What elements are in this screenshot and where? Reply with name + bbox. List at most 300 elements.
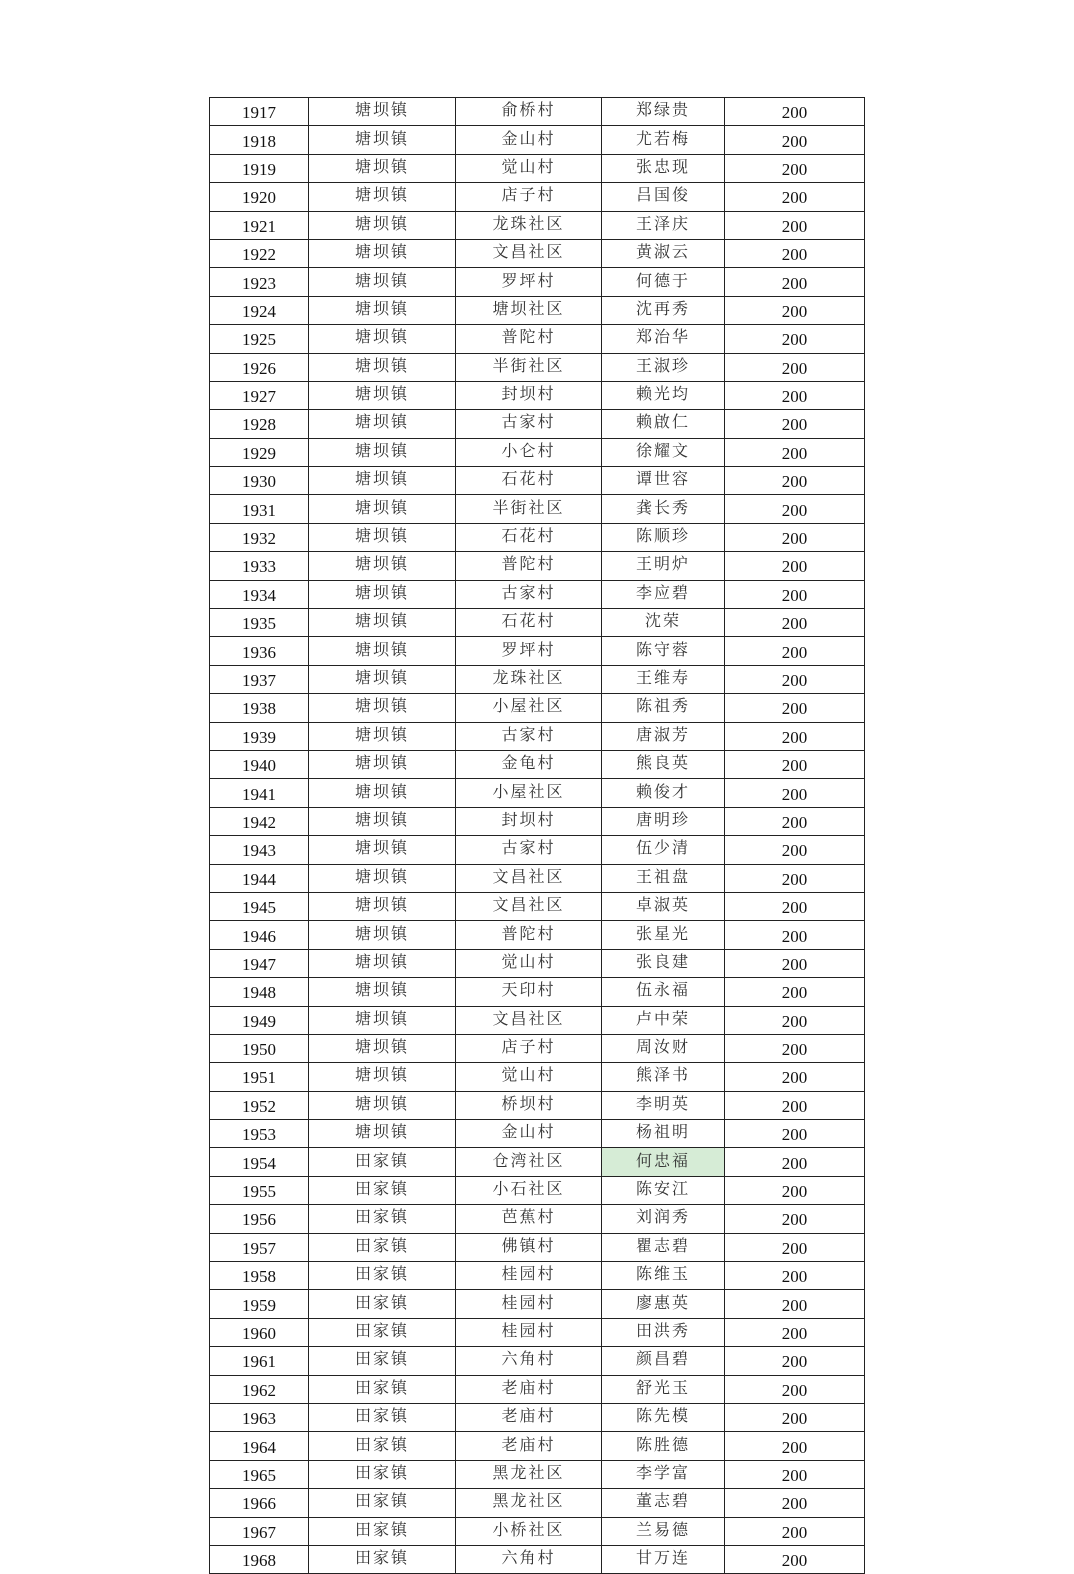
serial-number-cell: 1957: [210, 1233, 309, 1261]
name-cell: 卓淑英: [602, 892, 725, 920]
town-cell: 塘坝镇: [309, 722, 456, 750]
amount-cell: 200: [725, 154, 865, 182]
serial-number-cell: 1947: [210, 949, 309, 977]
serial-number-cell: 1942: [210, 807, 309, 835]
serial-number-cell: 1964: [210, 1432, 309, 1460]
name-cell: 赖俊才: [602, 779, 725, 807]
village-cell: 龙珠社区: [456, 211, 602, 239]
table-row: [210, 523, 865, 551]
name-cell: 李学富: [602, 1460, 725, 1488]
name-cell: 陈守蓉: [602, 637, 725, 665]
town-cell: 塘坝镇: [309, 1120, 456, 1148]
town-cell: 塘坝镇: [309, 552, 456, 580]
table-row: [210, 1290, 865, 1318]
amount-cell: 200: [725, 750, 865, 778]
village-cell: 黑龙社区: [456, 1460, 602, 1488]
village-cell: 桂园村: [456, 1262, 602, 1290]
town-cell: 田家镇: [309, 1517, 456, 1545]
name-cell: 瞿志碧: [602, 1233, 725, 1261]
serial-number-cell: 1918: [210, 126, 309, 154]
village-cell: 罗坪村: [456, 637, 602, 665]
village-cell: 俞桥村: [456, 98, 602, 126]
table-row: [210, 1262, 865, 1290]
name-cell: 李明英: [602, 1091, 725, 1119]
table-row: [210, 949, 865, 977]
village-cell: 古家村: [456, 410, 602, 438]
serial-number-cell: 1940: [210, 750, 309, 778]
village-cell: 文昌社区: [456, 864, 602, 892]
serial-number-cell: 1920: [210, 183, 309, 211]
name-cell: 陈祖秀: [602, 694, 725, 722]
village-cell: 老庙村: [456, 1403, 602, 1431]
serial-number-cell: 1948: [210, 978, 309, 1006]
amount-cell: 200: [725, 183, 865, 211]
amount-cell: 200: [725, 1403, 865, 1431]
table-row: [210, 495, 865, 523]
serial-number-cell: 1934: [210, 580, 309, 608]
village-cell: 觉山村: [456, 949, 602, 977]
amount-cell: 200: [725, 609, 865, 637]
serial-number-cell: 1926: [210, 353, 309, 381]
name-cell: 陈胜德: [602, 1432, 725, 1460]
roster-table-body: [210, 98, 865, 1574]
table-row: [210, 1403, 865, 1431]
name-cell: 陈顺珍: [602, 523, 725, 551]
town-cell: 塘坝镇: [309, 1006, 456, 1034]
amount-cell: 200: [725, 1120, 865, 1148]
village-cell: 金龟村: [456, 750, 602, 778]
amount-cell: 200: [725, 1432, 865, 1460]
amount-cell: 200: [725, 892, 865, 920]
name-cell: 周汝财: [602, 1034, 725, 1062]
town-cell: 田家镇: [309, 1403, 456, 1431]
name-cell: 陈维玉: [602, 1262, 725, 1290]
serial-number-cell: 1965: [210, 1460, 309, 1488]
amount-cell: 200: [725, 1489, 865, 1517]
table-row: [210, 1034, 865, 1062]
name-cell: 黄淑云: [602, 239, 725, 267]
name-cell: 甘万连: [602, 1545, 725, 1573]
amount-cell: 200: [725, 381, 865, 409]
town-cell: 塘坝镇: [309, 381, 456, 409]
town-cell: 塘坝镇: [309, 892, 456, 920]
village-cell: 老庙村: [456, 1432, 602, 1460]
village-cell: 石花村: [456, 523, 602, 551]
amount-cell: 200: [725, 1545, 865, 1573]
village-cell: 塘坝社区: [456, 296, 602, 324]
amount-cell: 200: [725, 665, 865, 693]
amount-cell: 200: [725, 325, 865, 353]
town-cell: 塘坝镇: [309, 580, 456, 608]
village-cell: 封坝村: [456, 807, 602, 835]
name-cell: 何忠福: [602, 1148, 725, 1176]
amount-cell: 200: [725, 98, 865, 126]
name-cell: 沈荣: [602, 609, 725, 637]
serial-number-cell: 1931: [210, 495, 309, 523]
table-row: [210, 1347, 865, 1375]
amount-cell: 200: [725, 1290, 865, 1318]
name-cell: 李应碧: [602, 580, 725, 608]
town-cell: 塘坝镇: [309, 211, 456, 239]
amount-cell: 200: [725, 1176, 865, 1204]
serial-number-cell: 1922: [210, 239, 309, 267]
amount-cell: 200: [725, 1205, 865, 1233]
village-cell: 店子村: [456, 1034, 602, 1062]
village-cell: 普陀村: [456, 325, 602, 353]
town-cell: 塘坝镇: [309, 268, 456, 296]
village-cell: 小仑村: [456, 438, 602, 466]
town-cell: 塘坝镇: [309, 325, 456, 353]
serial-number-cell: 1929: [210, 438, 309, 466]
table-row: [210, 1176, 865, 1204]
table-row: [210, 126, 865, 154]
amount-cell: 200: [725, 438, 865, 466]
village-cell: 桥坝村: [456, 1091, 602, 1119]
amount-cell: 200: [725, 722, 865, 750]
table-row: [210, 98, 865, 126]
amount-cell: 200: [725, 1233, 865, 1261]
table-row: [210, 410, 865, 438]
amount-cell: 200: [725, 580, 865, 608]
serial-number-cell: 1924: [210, 296, 309, 324]
town-cell: 塘坝镇: [309, 1063, 456, 1091]
serial-number-cell: 1955: [210, 1176, 309, 1204]
amount-cell: 200: [725, 637, 865, 665]
amount-cell: 200: [725, 836, 865, 864]
table-row: [210, 637, 865, 665]
town-cell: 塘坝镇: [309, 694, 456, 722]
name-cell: 龚长秀: [602, 495, 725, 523]
name-cell: 兰易德: [602, 1517, 725, 1545]
name-cell: 唐淑芳: [602, 722, 725, 750]
town-cell: 塘坝镇: [309, 836, 456, 864]
name-cell: 唐明珍: [602, 807, 725, 835]
village-cell: 觉山村: [456, 154, 602, 182]
table-row: [210, 1233, 865, 1261]
table-row: [210, 1375, 865, 1403]
town-cell: 塘坝镇: [309, 438, 456, 466]
serial-number-cell: 1949: [210, 1006, 309, 1034]
name-cell: 徐耀文: [602, 438, 725, 466]
serial-number-cell: 1959: [210, 1290, 309, 1318]
serial-number-cell: 1963: [210, 1403, 309, 1431]
amount-cell: 200: [725, 126, 865, 154]
town-cell: 塘坝镇: [309, 1091, 456, 1119]
amount-cell: 200: [725, 1262, 865, 1290]
table-row: [210, 239, 865, 267]
table-row: [210, 381, 865, 409]
amount-cell: 200: [725, 552, 865, 580]
table-row: [210, 836, 865, 864]
town-cell: 塘坝镇: [309, 523, 456, 551]
town-cell: 田家镇: [309, 1148, 456, 1176]
amount-cell: 200: [725, 807, 865, 835]
serial-number-cell: 1938: [210, 694, 309, 722]
table-row: [210, 154, 865, 182]
amount-cell: 200: [725, 1063, 865, 1091]
serial-number-cell: 1951: [210, 1063, 309, 1091]
town-cell: 田家镇: [309, 1262, 456, 1290]
village-cell: 古家村: [456, 722, 602, 750]
amount-cell: 200: [725, 239, 865, 267]
village-cell: 石花村: [456, 467, 602, 495]
amount-cell: 200: [725, 268, 865, 296]
village-cell: 半街社区: [456, 353, 602, 381]
town-cell: 田家镇: [309, 1290, 456, 1318]
table-row: [210, 978, 865, 1006]
village-cell: 小石社区: [456, 1176, 602, 1204]
village-cell: 店子村: [456, 183, 602, 211]
serial-number-cell: 1953: [210, 1120, 309, 1148]
town-cell: 塘坝镇: [309, 665, 456, 693]
table-row: [210, 1318, 865, 1346]
name-cell: 颜昌碧: [602, 1347, 725, 1375]
town-cell: 田家镇: [309, 1432, 456, 1460]
town-cell: 塘坝镇: [309, 495, 456, 523]
table-row: [210, 438, 865, 466]
amount-cell: 200: [725, 921, 865, 949]
serial-number-cell: 1962: [210, 1375, 309, 1403]
name-cell: 赖啟仁: [602, 410, 725, 438]
amount-cell: 200: [725, 467, 865, 495]
village-cell: 仓湾社区: [456, 1148, 602, 1176]
name-cell: 伍少清: [602, 836, 725, 864]
table-row: [210, 580, 865, 608]
amount-cell: 200: [725, 1091, 865, 1119]
town-cell: 田家镇: [309, 1176, 456, 1204]
village-cell: 觉山村: [456, 1063, 602, 1091]
amount-cell: 200: [725, 296, 865, 324]
table-row: [210, 325, 865, 353]
amount-cell: 200: [725, 694, 865, 722]
table-row: [210, 296, 865, 324]
serial-number-cell: 1937: [210, 665, 309, 693]
serial-number-cell: 1968: [210, 1545, 309, 1573]
village-cell: 金山村: [456, 1120, 602, 1148]
serial-number-cell: 1933: [210, 552, 309, 580]
village-cell: 六角村: [456, 1347, 602, 1375]
name-cell: 郑绿贵: [602, 98, 725, 126]
town-cell: 田家镇: [309, 1489, 456, 1517]
table-row: [210, 750, 865, 778]
amount-cell: 200: [725, 1318, 865, 1346]
table-row: [210, 779, 865, 807]
town-cell: 塘坝镇: [309, 410, 456, 438]
village-cell: 佛镇村: [456, 1233, 602, 1261]
table-row: [210, 1006, 865, 1034]
village-cell: 文昌社区: [456, 892, 602, 920]
serial-number-cell: 1944: [210, 864, 309, 892]
town-cell: 塘坝镇: [309, 467, 456, 495]
name-cell: 陈先模: [602, 1403, 725, 1431]
serial-number-cell: 1919: [210, 154, 309, 182]
serial-number-cell: 1930: [210, 467, 309, 495]
town-cell: 塘坝镇: [309, 98, 456, 126]
town-cell: 塘坝镇: [309, 296, 456, 324]
name-cell: 张星光: [602, 921, 725, 949]
amount-cell: 200: [725, 353, 865, 381]
amount-cell: 200: [725, 1034, 865, 1062]
roster-table: [209, 97, 865, 1574]
village-cell: 半街社区: [456, 495, 602, 523]
name-cell: 吕国俊: [602, 183, 725, 211]
village-cell: 天印村: [456, 978, 602, 1006]
table-row: [210, 1489, 865, 1517]
town-cell: 塘坝镇: [309, 126, 456, 154]
town-cell: 塘坝镇: [309, 353, 456, 381]
town-cell: 塘坝镇: [309, 921, 456, 949]
table-row: [210, 609, 865, 637]
serial-number-cell: 1961: [210, 1347, 309, 1375]
amount-cell: 200: [725, 410, 865, 438]
serial-number-cell: 1928: [210, 410, 309, 438]
serial-number-cell: 1943: [210, 836, 309, 864]
table-row: [210, 1460, 865, 1488]
table-row: [210, 694, 865, 722]
village-cell: 老庙村: [456, 1375, 602, 1403]
table-row: [210, 665, 865, 693]
table-row: [210, 1205, 865, 1233]
village-cell: 金山村: [456, 126, 602, 154]
town-cell: 田家镇: [309, 1375, 456, 1403]
table-row: [210, 211, 865, 239]
name-cell: 王祖盘: [602, 864, 725, 892]
serial-number-cell: 1939: [210, 722, 309, 750]
name-cell: 张忠现: [602, 154, 725, 182]
serial-number-cell: 1966: [210, 1489, 309, 1517]
serial-number-cell: 1921: [210, 211, 309, 239]
village-cell: 小桥社区: [456, 1517, 602, 1545]
town-cell: 塘坝镇: [309, 864, 456, 892]
name-cell: 王明炉: [602, 552, 725, 580]
name-cell: 赖光均: [602, 381, 725, 409]
serial-number-cell: 1932: [210, 523, 309, 551]
table-row: [210, 921, 865, 949]
village-cell: 封坝村: [456, 381, 602, 409]
village-cell: 古家村: [456, 580, 602, 608]
name-cell: 董志碧: [602, 1489, 725, 1517]
serial-number-cell: 1967: [210, 1517, 309, 1545]
amount-cell: 200: [725, 1347, 865, 1375]
village-cell: 石花村: [456, 609, 602, 637]
town-cell: 塘坝镇: [309, 239, 456, 267]
name-cell: 廖惠英: [602, 1290, 725, 1318]
town-cell: 塘坝镇: [309, 154, 456, 182]
table-row: [210, 467, 865, 495]
village-cell: 龙珠社区: [456, 665, 602, 693]
town-cell: 塘坝镇: [309, 779, 456, 807]
name-cell: 伍永福: [602, 978, 725, 1006]
amount-cell: 200: [725, 864, 865, 892]
town-cell: 塘坝镇: [309, 609, 456, 637]
name-cell: 熊良英: [602, 750, 725, 778]
name-cell: 舒光玉: [602, 1375, 725, 1403]
name-cell: 熊泽书: [602, 1063, 725, 1091]
name-cell: 张良建: [602, 949, 725, 977]
name-cell: 刘润秀: [602, 1205, 725, 1233]
village-cell: 普陀村: [456, 921, 602, 949]
amount-cell: 200: [725, 211, 865, 239]
village-cell: 小屋社区: [456, 779, 602, 807]
town-cell: 田家镇: [309, 1347, 456, 1375]
amount-cell: 200: [725, 779, 865, 807]
serial-number-cell: 1946: [210, 921, 309, 949]
table-row: [210, 353, 865, 381]
town-cell: 田家镇: [309, 1545, 456, 1573]
table-row: [210, 1120, 865, 1148]
amount-cell: 200: [725, 495, 865, 523]
name-cell: 沈再秀: [602, 296, 725, 324]
table-row: [210, 1063, 865, 1091]
name-cell: 尤若梅: [602, 126, 725, 154]
serial-number-cell: 1950: [210, 1034, 309, 1062]
village-cell: 黑龙社区: [456, 1489, 602, 1517]
town-cell: 田家镇: [309, 1205, 456, 1233]
name-cell: 田洪秀: [602, 1318, 725, 1346]
town-cell: 塘坝镇: [309, 807, 456, 835]
town-cell: 塘坝镇: [309, 949, 456, 977]
village-cell: 桂园村: [456, 1290, 602, 1318]
town-cell: 塘坝镇: [309, 750, 456, 778]
serial-number-cell: 1925: [210, 325, 309, 353]
village-cell: 普陀村: [456, 552, 602, 580]
town-cell: 田家镇: [309, 1318, 456, 1346]
table-row: [210, 892, 865, 920]
serial-number-cell: 1917: [210, 98, 309, 126]
serial-number-cell: 1935: [210, 609, 309, 637]
serial-number-cell: 1923: [210, 268, 309, 296]
name-cell: 杨祖明: [602, 1120, 725, 1148]
serial-number-cell: 1945: [210, 892, 309, 920]
town-cell: 田家镇: [309, 1460, 456, 1488]
amount-cell: 200: [725, 949, 865, 977]
table-row: [210, 1432, 865, 1460]
table-row: [210, 1148, 865, 1176]
serial-number-cell: 1952: [210, 1091, 309, 1119]
table-row: [210, 807, 865, 835]
name-cell: 王淑珍: [602, 353, 725, 381]
town-cell: 塘坝镇: [309, 183, 456, 211]
amount-cell: 200: [725, 1006, 865, 1034]
name-cell: 何德于: [602, 268, 725, 296]
table-row: [210, 1545, 865, 1573]
name-cell: 王维寿: [602, 665, 725, 693]
village-cell: 芭蕉村: [456, 1205, 602, 1233]
table-row: [210, 1517, 865, 1545]
town-cell: 塘坝镇: [309, 1034, 456, 1062]
table-row: [210, 864, 865, 892]
table-row: [210, 722, 865, 750]
town-cell: 塘坝镇: [309, 978, 456, 1006]
amount-cell: 200: [725, 1460, 865, 1488]
table-row: [210, 1091, 865, 1119]
table-row: [210, 183, 865, 211]
village-cell: 六角村: [456, 1545, 602, 1573]
serial-number-cell: 1960: [210, 1318, 309, 1346]
serial-number-cell: 1941: [210, 779, 309, 807]
town-cell: 塘坝镇: [309, 637, 456, 665]
village-cell: 桂园村: [456, 1318, 602, 1346]
amount-cell: 200: [725, 1375, 865, 1403]
village-cell: 文昌社区: [456, 239, 602, 267]
table-row: [210, 552, 865, 580]
amount-cell: 200: [725, 1148, 865, 1176]
village-cell: 小屋社区: [456, 694, 602, 722]
village-cell: 罗坪村: [456, 268, 602, 296]
serial-number-cell: 1927: [210, 381, 309, 409]
table-row: [210, 268, 865, 296]
village-cell: 文昌社区: [456, 1006, 602, 1034]
